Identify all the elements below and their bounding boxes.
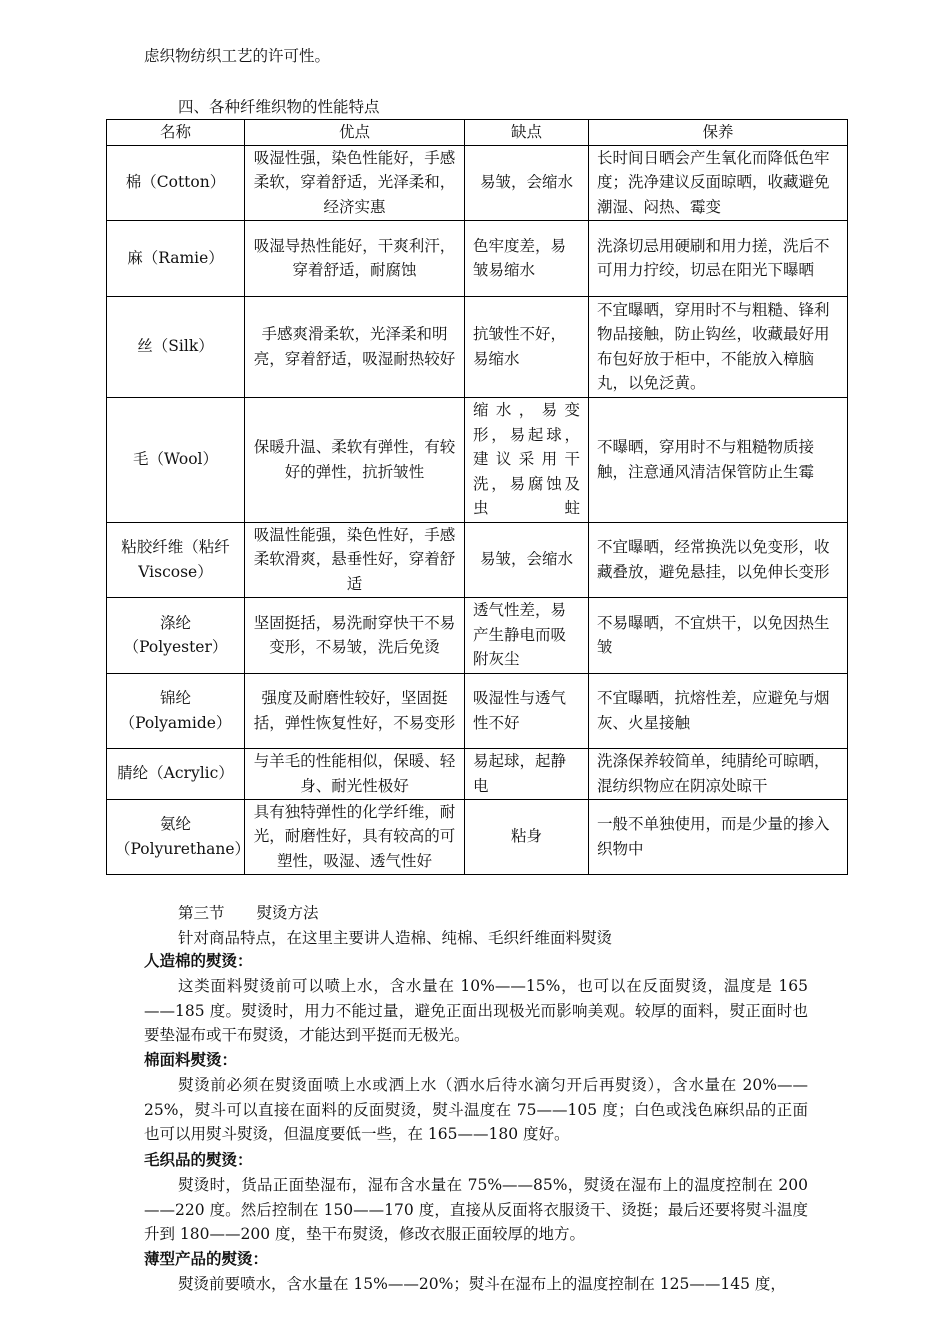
block-heading: 棉面料熨烫： (144, 1052, 238, 1069)
cell-cons: 粘身 (465, 799, 589, 874)
block-heading: 薄型产品的熨烫： (144, 1251, 269, 1268)
cell-name: 麻（Ramie） (107, 220, 245, 296)
ironing-block-wool (144, 1149, 808, 1247)
cell-care: 不易曝晒，不宜烘干，以免因热生皱 (589, 597, 848, 673)
fiber-properties-table (106, 119, 848, 875)
header-cons: 缺点 (465, 120, 589, 146)
cell-pros: 强度及耐磨性较好，坚固挺括，弹性恢复性好，不易变形 (245, 673, 465, 748)
cell-name: 棉（Cotton） (107, 145, 245, 220)
header-name: 名称 (107, 120, 245, 146)
ironing-block-thin (144, 1248, 808, 1297)
table-title: 四、各种纤维织物的性能特点 (178, 98, 380, 116)
cell-care: 长时间日晒会产生氧化而降低色牢度；洗净建议反面晾晒，收藏避免潮湿、闷热、霉变 (589, 145, 848, 220)
cell-pros: 与羊毛的性能相似，保暖、轻身、耐光性极好 (245, 748, 465, 799)
top-paragraph: 虑织物纺织工艺的许可性。 (144, 47, 331, 65)
table-row (107, 748, 848, 799)
cell-cons: 透气性差，易产生静电而吸附灰尘 (465, 597, 589, 673)
cell-pros: 吸湿性强，染色性能好，手感柔软，穿着舒适，光泽柔和，经济实惠 (245, 145, 465, 220)
cell-name: 丝（Silk） (107, 296, 245, 397)
table-row (107, 522, 848, 597)
ironing-block-cotton (144, 1049, 808, 1147)
cell-name: 锦纶（Polyamide） (107, 673, 245, 748)
cell-name: 涤纶（Polyester） (107, 597, 245, 673)
cell-pros: 保暖升温、柔软有弹性，有较好的弹性，抗折皱性 (245, 397, 465, 522)
cell-pros: 吸温性能强，染色性好，手感柔软滑爽，悬垂性好，穿着舒适 (245, 522, 465, 597)
cell-cons: 吸湿性与透气性不好 (465, 673, 589, 748)
cell-cons: 易皱，会缩水 (465, 145, 589, 220)
cell-cons: 缩水，易变形，易起球，建议采用干洗，易腐蚀及虫蛀 (465, 397, 589, 522)
block-text: 熨烫前必须在熨烫面喷上水或洒上水（洒水后待水滴匀开后再熨烫），含水量在 20%——25%，熨斗可以直接在面料的反面熨烫，熨斗温度在 75——105 度；白色或浅色麻织品的正面也可以用熨斗熨烫，但温度要低一些，在 165——180 度好。 (144, 1076, 808, 1143)
section-intro: 针对商品特点，在这里主要讲人造棉、纯棉、毛织纤维面料熨烫 (178, 929, 613, 947)
header-care: 保养 (589, 120, 848, 146)
section-number: 第三节 (178, 904, 225, 922)
block-text: 熨烫时，货品正面垫湿布，湿布含水量在 75%——85%，熨烫在湿布上的温度控制在 200——220 度。然后控制在 150——170 度，直接从反面将衣服烫干、烫挺；最后还要将熨斗温度升到 180——200 度，垫干布熨烫，修改衣服正面较厚的地方。 (144, 1176, 808, 1243)
table-header-row (107, 120, 848, 146)
cell-cons: 易皱，会缩水 (465, 522, 589, 597)
cell-pros: 手感爽滑柔软，光泽柔和明亮，穿着舒适，吸湿耐热较好 (245, 296, 465, 397)
header-pros: 优点 (245, 120, 465, 146)
cell-care: 不宜曝晒，抗熔性差，应避免与烟灰、火星接触 (589, 673, 848, 748)
table-row (107, 296, 848, 397)
cell-name: 毛（Wool） (107, 397, 245, 522)
table-row (107, 597, 848, 673)
block-text: 这类面料熨烫前可以喷上水，含水量在 10%——15%，也可以在反面熨烫，温度是 165——185 度。熨烫时，用力不能过量，避免正面出现极光而影响美观。较厚的面料，熨正面时也要垫湿布或干布熨烫，才能达到平挺而无极光。 (144, 977, 808, 1044)
cell-cons: 色牢度差，易皱易缩水 (465, 220, 589, 296)
cell-cons: 易起球，起静电 (465, 748, 589, 799)
block-heading: 毛织品的熨烫： (144, 1152, 253, 1169)
table-row (107, 397, 848, 522)
cell-care: 不宜曝晒，穿用时不与粗糙、锋利物品接触，防止钩丝，收藏最好用布包好放于柜中，不能放入樟脑丸，以免泛黄。 (589, 296, 848, 397)
cell-cons: 抗皱性不好，易缩水 (465, 296, 589, 397)
cell-care: 不宜曝晒，经常换洗以免变形，收藏叠放，避免悬挂，以免伸长变形 (589, 522, 848, 597)
table-row (107, 673, 848, 748)
section-title (178, 902, 319, 924)
ironing-block-rayon (144, 950, 808, 1048)
cell-pros: 坚固挺括，易洗耐穿快干不易变形，不易皱，洗后免烫 (245, 597, 465, 673)
cell-pros: 具有独特弹性的化学纤维，耐光，耐磨性好，具有较高的可塑性，吸湿、透气性好 (245, 799, 465, 874)
cell-name: 腈纶（Acrylic） (107, 748, 245, 799)
section-heading: 熨烫方法 (256, 904, 319, 922)
cell-care: 洗涤保养较简单，纯腈纶可晾晒，混纺织物应在阴凉处晾干 (589, 748, 848, 799)
table-row (107, 145, 848, 220)
cell-pros: 吸湿导热性能好，干爽利汗，穿着舒适，耐腐蚀 (245, 220, 465, 296)
cell-care: 洗涤切忌用硬刷和用力搓，洗后不可用力拧绞，切忌在阳光下曝晒 (589, 220, 848, 296)
cell-name: 粘胶纤维（粘纤Viscose） (107, 522, 245, 597)
block-heading: 人造棉的熨烫： (144, 953, 253, 970)
cell-name: 氨纶（Polyurethane） (107, 799, 245, 874)
cell-care: 一般不单独使用，而是少量的掺入织物中 (589, 799, 848, 874)
table-row (107, 220, 848, 296)
block-text: 熨烫前要喷水，含水量在 15%——20%；熨斗在湿布上的温度控制在 125——145 度， (178, 1275, 786, 1293)
cell-care: 不曝晒，穿用时不与粗糙物质接触，注意通风清洁保管防止生霉 (589, 397, 848, 522)
table-row (107, 799, 848, 874)
